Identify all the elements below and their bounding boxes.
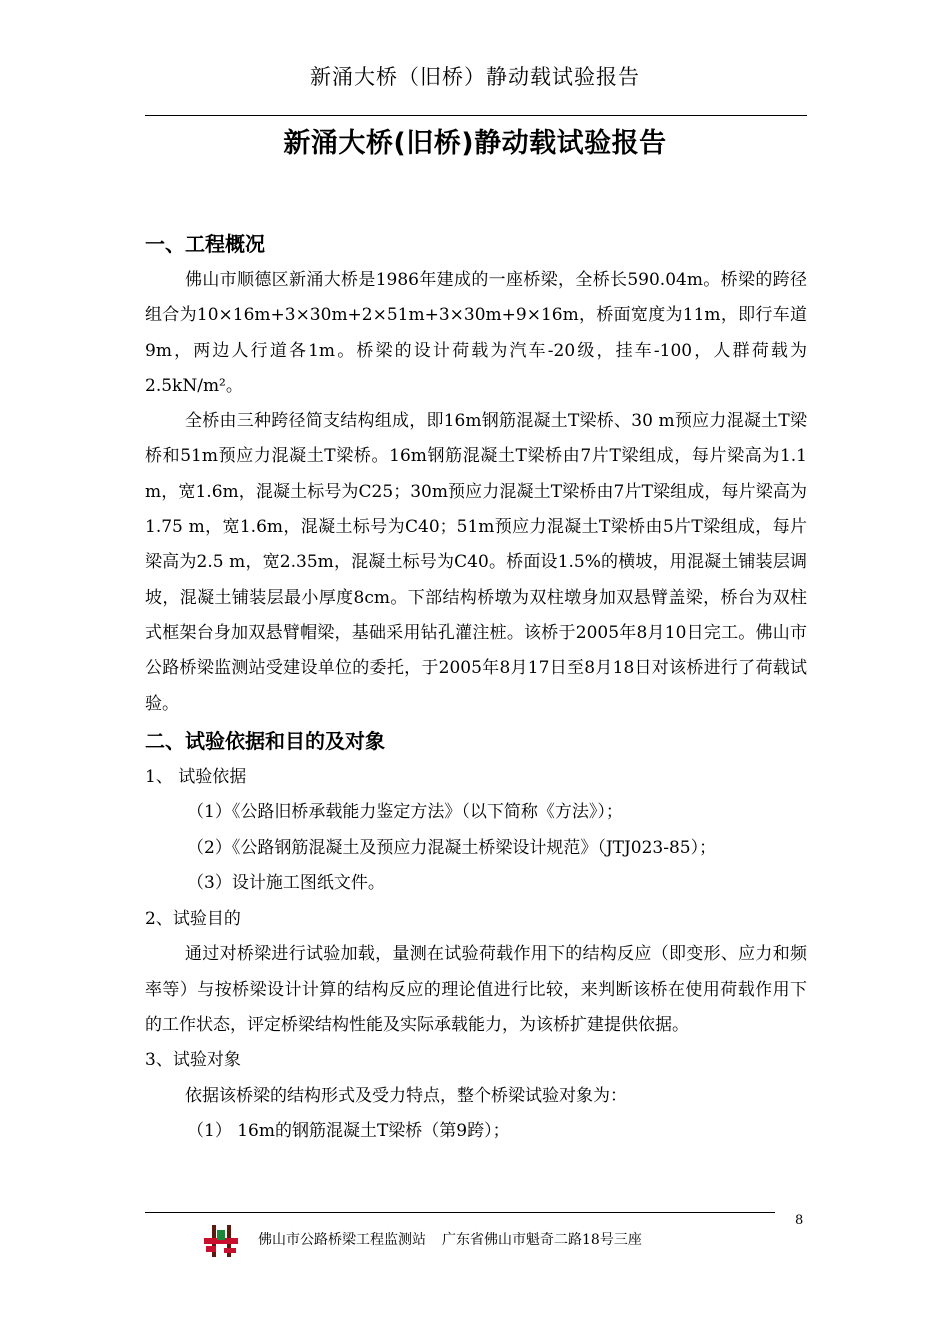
footer-divider (145, 1212, 775, 1213)
object-item: （1） 16m的钢筋混凝土T梁桥（第9跨）； (187, 1121, 510, 1142)
section-heading-basis-purpose-object: 二、试验依据和目的及对象 (145, 728, 385, 753)
header-divider (145, 115, 807, 116)
subheading-test-object: 3、试验对象 (145, 1050, 241, 1071)
document-body (145, 225, 807, 1150)
organization-logo-icon (202, 1222, 240, 1260)
footer-info (258, 1230, 642, 1250)
page-number: 8 (795, 1213, 804, 1228)
overview-paragraph-1: 佛山市顺德区新涌大桥是1986年建成的一座桥梁，全桥长590.04m。桥梁的跨径组合为10×16m+3×30m+2×51m+3×30m+9×16m，桥面宽度为11m，即行车道9m，两边人行道各1m。桥梁的设计荷载为汽车-20级，挂车-100，人群荷载为2.5kN/m²。 (145, 270, 807, 396)
object-paragraph: 依据该桥梁的结构形式及受力特点，整个桥梁试验对象为： (185, 1085, 627, 1106)
footer-address: 广东省佛山市魁奇二路18号三座 (442, 1232, 642, 1248)
running-header: 新涌大桥（旧桥）静动载试验报告 (310, 65, 640, 89)
subheading-test-purpose: 2、试验目的 (145, 908, 241, 929)
section-heading-overview: 一、工程概况 (145, 232, 265, 256)
footer-organization: 佛山市公路桥梁工程监测站 (258, 1232, 426, 1248)
basis-item: （2）《公路钢筋混凝土及预应力混凝土桥梁设计规范》（JTJ023-85）； (187, 837, 717, 858)
basis-item: （1）《公路旧桥承载能力鉴定方法》（以下简称《方法》）； (187, 802, 623, 823)
subheading-test-basis: 1、 试验依据 (145, 766, 247, 787)
basis-item: （3）设计施工图纸文件。 (187, 873, 385, 894)
overview-paragraph-2: 全桥由三种跨径简支结构组成，即16m钢筋混凝土T梁桥、30 m预应力混凝土T梁桥和51m预应力混凝土T梁桥。16m钢筋混凝土T梁桥由7片T梁组成，每片梁高为1.1 m，宽1.6m，混凝土标号为C25；30m预应力混凝土T梁桥由7片T梁组成，每片梁高为1.75 m，宽1.6m，混凝土标号为C40；51m预应力混凝土T梁桥由5片T梁组成，每片梁高为2.5 m，宽2.35m，混凝土标号为C40。桥面设1.5%的横坡，用混凝土铺装层调坡，混凝土铺装层最小厚度8cm。下部结构桥墩为双柱墩身加双悬臂盖梁，桥台为双柱式框架台身加双悬臂帽梁，基础采用钻孔灌注桩。该桥于2005年8月10日完工。佛山市公路桥梁监测站受建设单位的委托，于2005年8月17日至8月18日对该桥进行了荷载试验。 (145, 411, 807, 714)
document-title: 新涌大桥(旧桥)静动载试验报告 (283, 128, 667, 159)
purpose-paragraph: 通过对桥梁进行试验加载，量测在试验荷载作用下的结构反应（即变形、应力和频率等）与按桥梁设计计算的结构反应的理论值进行比较，来判断该桥在使用荷载作用下的工作状态，评定桥梁结构性能及实际承载能力，为该桥扩建提供依据。 (145, 944, 807, 1035)
